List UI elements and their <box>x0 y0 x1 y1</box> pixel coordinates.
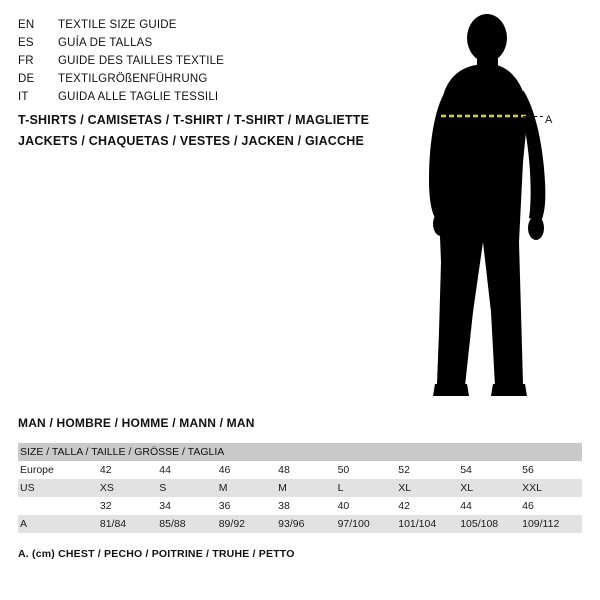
table-cell: 52 <box>396 461 458 479</box>
table-cell: 101/104 <box>396 515 458 533</box>
language-text: TEXTILGRÖßENFÜHRUNG <box>58 73 208 85</box>
language-text: GUÍA DE TALLAS <box>58 37 153 49</box>
callout-leader-line <box>523 116 543 117</box>
table-cell: 42 <box>98 461 157 479</box>
table-cell: L <box>336 479 397 497</box>
table-cell: 105/108 <box>458 515 520 533</box>
row-label: A <box>18 515 98 533</box>
table-cell: XS <box>98 479 157 497</box>
table-cell: M <box>276 479 335 497</box>
table-cell: XL <box>396 479 458 497</box>
category-jackets: JACKETS / CHAQUETAS / VESTES / JACKEN / GIACCHE <box>18 134 365 148</box>
category-tshirts: T-SHIRTS / CAMISETAS / T-SHIRT / T-SHIRT / MAGLIETTE <box>18 113 370 127</box>
language-row <box>18 34 358 52</box>
table-cell: 36 <box>217 497 276 515</box>
table-cell: XXL <box>520 479 582 497</box>
table-cell: 40 <box>336 497 397 515</box>
table-cell: 89/92 <box>217 515 276 533</box>
table-cell: 32 <box>98 497 157 515</box>
language-row <box>18 52 358 70</box>
table-cell: 38 <box>276 497 335 515</box>
table-cell: 42 <box>396 497 458 515</box>
callout-label-a: A <box>545 114 553 126</box>
category-list <box>18 110 418 152</box>
table-title: MAN / HOMBRE / HOMME / MANN / MAN <box>18 416 255 430</box>
table-header-label: SIZE / TALLA / TAILLE / GRÖSSE / TAGLIA <box>18 443 582 461</box>
table-cell: 44 <box>157 461 216 479</box>
size-table <box>18 443 582 533</box>
language-text: TEXTILE SIZE GUIDE <box>58 19 177 31</box>
table-cell: 109/112 <box>520 515 582 533</box>
language-code: EN <box>18 19 35 31</box>
silhouette-icon <box>395 12 595 412</box>
table-cell: 85/88 <box>157 515 216 533</box>
table-cell: 44 <box>458 497 520 515</box>
table-row <box>18 515 582 533</box>
row-label <box>18 497 98 515</box>
language-code: IT <box>18 91 29 103</box>
table-cell: S <box>157 479 216 497</box>
table-cell: 54 <box>458 461 520 479</box>
language-row <box>18 16 358 34</box>
table-cell: XL <box>458 479 520 497</box>
table-cell: 93/96 <box>276 515 335 533</box>
table-cell: 81/84 <box>98 515 157 533</box>
row-label: US <box>18 479 98 497</box>
table-cell: 46 <box>217 461 276 479</box>
table-footnote: A. (cm) CHEST / PECHO / POITRINE / TRUHE / PETTO <box>18 548 295 560</box>
row-label: Europe <box>18 461 98 479</box>
table-cell: 97/100 <box>336 515 397 533</box>
language-row <box>18 70 358 88</box>
table-row <box>18 461 582 479</box>
table-cell: M <box>217 479 276 497</box>
table-cell: 48 <box>276 461 335 479</box>
language-code: ES <box>18 37 34 49</box>
man-silhouette-figure <box>395 12 595 412</box>
table-header-row <box>18 443 582 461</box>
table-row <box>18 479 582 497</box>
table-cell: 34 <box>157 497 216 515</box>
language-list <box>18 16 358 106</box>
table-cell: 46 <box>520 497 582 515</box>
language-row <box>18 88 358 106</box>
language-code: DE <box>18 73 35 85</box>
table-cell: 50 <box>336 461 397 479</box>
language-text: GUIDE DES TAILLES TEXTILE <box>58 55 225 67</box>
table-cell: 56 <box>520 461 582 479</box>
language-text: GUIDA ALLE TAGLIE TESSILI <box>58 91 219 103</box>
language-code: FR <box>18 55 34 67</box>
table-row <box>18 497 582 515</box>
